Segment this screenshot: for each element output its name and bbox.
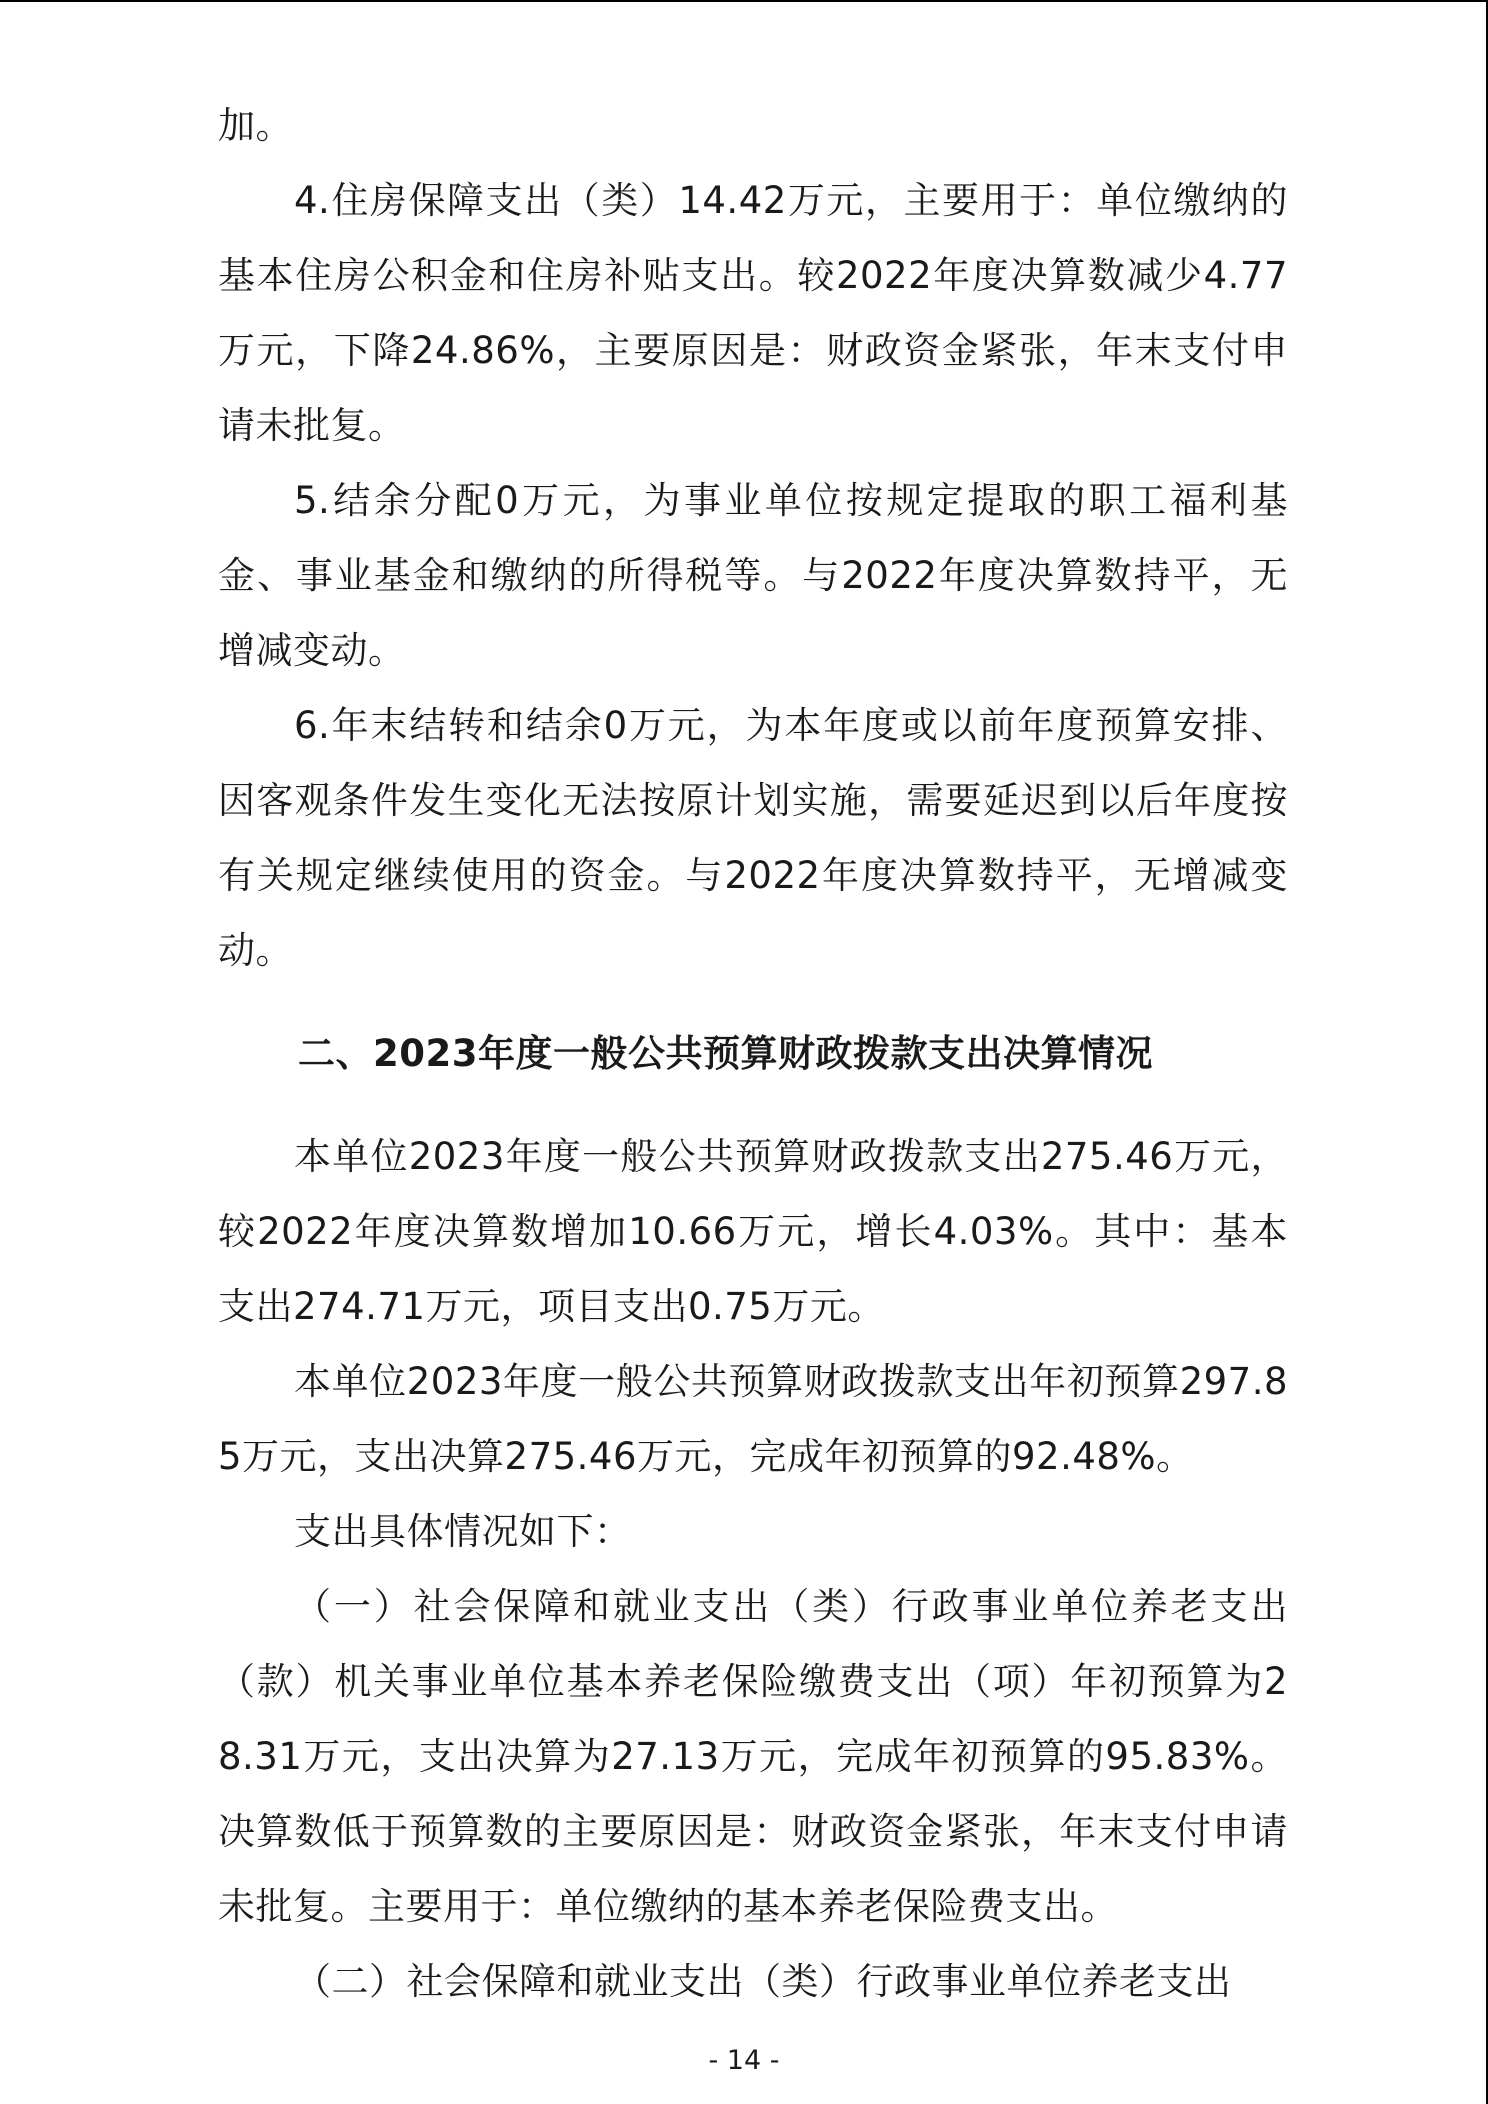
paragraph-continuation: 加。 xyxy=(218,104,293,147)
paragraph-surplus-distribution: 5.结余分配0万元，为事业单位按规定提取的职工福利基金、事业基金和缴纳的所得税等。与2022年度决算数持平，无增减变动。 xyxy=(218,479,1288,672)
paragraph-year-end-carryover: 6.年末结转和结余0万元，为本年度或以前年度预算安排、因客观条件发生变化无法按原计划实施，需要延迟到以后年度按有关规定继续使用的资金。与2022年度决算数持平，无增减变动。 xyxy=(218,704,1288,972)
page-top-border xyxy=(0,0,1488,2)
paragraph-budget-completion: 本单位2023年度一般公共预算财政拨款支出年初预算297.85万元，支出决算275.46万元，完成年初预算的92.48%。 xyxy=(218,1360,1288,1478)
paragraph-item-two: （二）社会保障和就业支出（类）行政事业单位养老支出 xyxy=(294,1960,1232,2003)
paragraph-total-expenditure: 本单位2023年度一般公共预算财政拨款支出275.46万元，较2022年度决算数增加10.66万元，增长4.03%。其中：基本支出274.71万元，项目支出0.75万元。 xyxy=(218,1135,1288,1328)
paragraph-item-one: （一）社会保障和就业支出（类）行政事业单位养老支出（款）机关事业单位基本养老保险缴费支出（项）年初预算为28.31万元，支出决算为27.13万元，完成年初预算的95.83%。决算数低于预算数的主要原因是：财政资金紧张，年末支付申请未批复。主要用于：单位缴纳的基本养老保险费支出。 xyxy=(218,1585,1288,1928)
section-heading: 二、2023年度一般公共预算财政拨款支出决算情况 xyxy=(298,1032,1153,1075)
paragraph-housing-expenditure: 4.住房保障支出（类）14.42万元，主要用于：单位缴纳的基本住房公积金和住房补贴支出。较2022年度决算数减少4.77万元，下降24.86%，主要原因是：财政资金紧张，年末支付申请未批复。 xyxy=(218,179,1288,447)
document-body xyxy=(218,88,1288,2019)
page-number: - 14 - xyxy=(708,2045,780,2076)
paragraph-details-intro: 支出具体情况如下： xyxy=(294,1510,632,1553)
